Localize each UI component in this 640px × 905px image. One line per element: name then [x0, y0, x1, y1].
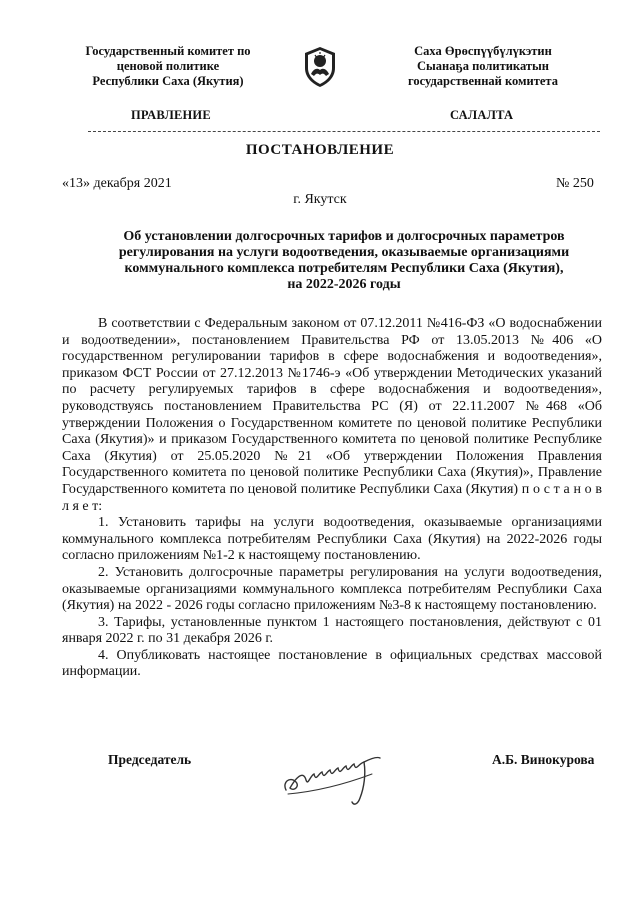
document-number: № 250	[556, 176, 594, 191]
republic-emblem-icon	[302, 46, 338, 88]
document-heading	[88, 229, 600, 293]
signatory-name: А.Б. Винокурова	[492, 752, 595, 767]
heading-line: Об установлении долгосрочных тарифов и долгосрочных параметров	[123, 229, 565, 244]
header-right-line: Саха Өрөспүүбүлүкэтин	[414, 44, 552, 58]
body-paragraph-item-2: 2. Установить долгосрочные параметры регулирования на услуги водоотведения, оказываемые организациями коммунального комплекса потребителям Республики Саха (Якутия) на 2022 - 2026 годы согласно приложениям №3-8 к настоящему постановлению.	[62, 564, 602, 614]
handwritten-signature	[280, 752, 392, 810]
header-left	[68, 44, 268, 89]
heading-line: регулирования на услуги водоотведения, оказываемые организациями	[118, 245, 570, 260]
header-left-line: Республики Саха (Якутия)	[92, 74, 244, 88]
body-paragraph-preamble: В соответствии с Федеральным законом от 07.12.2011 №416-ФЗ «О водоснабжении и водоотведении», постановлением Правительства РФ от 13.05.2013 №406 «О государственном регулировании тарифов в сфере водоснабжения и водоотведения», приказом ФСТ России от 27.12.2013 №1746-э «Об утверждении Методических указаний по расчету регулируемых тарифов в сфере водоснабжения и водоотведения», руководствуясь постановлением Правительства РС (Я) от 22.11.2007 №468 «Об утверждении Положения о Государственном комитете по ценовой политике Республики Саха (Якутия)» и приказом Государственного комитета по ценовой политике Республике Саха (Якутия) от 25.05.2020 №21 «Об утверждении Положения Правления Государственного комитета по ценовой политике Республики Саха (Якутия)», Правление Государственного комитета по ценовой политике Республики Саха (Якутия) п о с т а н о в л я е т:	[62, 316, 602, 514]
body-paragraph-item-4: 4. Опубликовать настоящее постановление в официальных средствах массовой информации.	[62, 647, 602, 680]
header-right-line: Сыанаҕа политикатын	[417, 59, 549, 73]
header-right-line: государственнай комитета	[408, 74, 558, 88]
header-left-sub: ПРАВЛЕНИЕ	[131, 108, 211, 122]
header-divider	[88, 131, 600, 132]
signatory-role: Председатель	[108, 752, 192, 767]
body-paragraph-item-1: 1. Установить тарифы на услуги водоотведения, оказываемые организациями коммунального комплекса потребителям Республики Саха (Якутия) на 2022-2026 годы согласно приложениям №1-2 к настоящему постановлению.	[62, 515, 602, 564]
heading-line: на 2022-2026 годы	[287, 277, 401, 292]
document-body	[62, 316, 602, 681]
header-right	[378, 44, 588, 89]
header-left-line: ценовой политике	[116, 59, 220, 73]
header-right-sub: САЛАЛТА	[450, 108, 514, 122]
body-paragraph-item-3: 3. Тарифы, установленные пунктом 1 настоящего постановления, действуют с 01 января 2022 г. по 31 декабря 2026 г.	[62, 614, 602, 647]
document-city: г. Якутск	[293, 192, 347, 207]
document-date: «13» декабря 2021	[62, 176, 172, 191]
header-left-line: Государственный комитет по	[85, 44, 251, 58]
heading-line: коммунального комплекса потребителям Республики Саха (Якутия),	[124, 261, 564, 276]
document-title: ПОСТАНОВЛЕНИЕ	[245, 142, 395, 158]
